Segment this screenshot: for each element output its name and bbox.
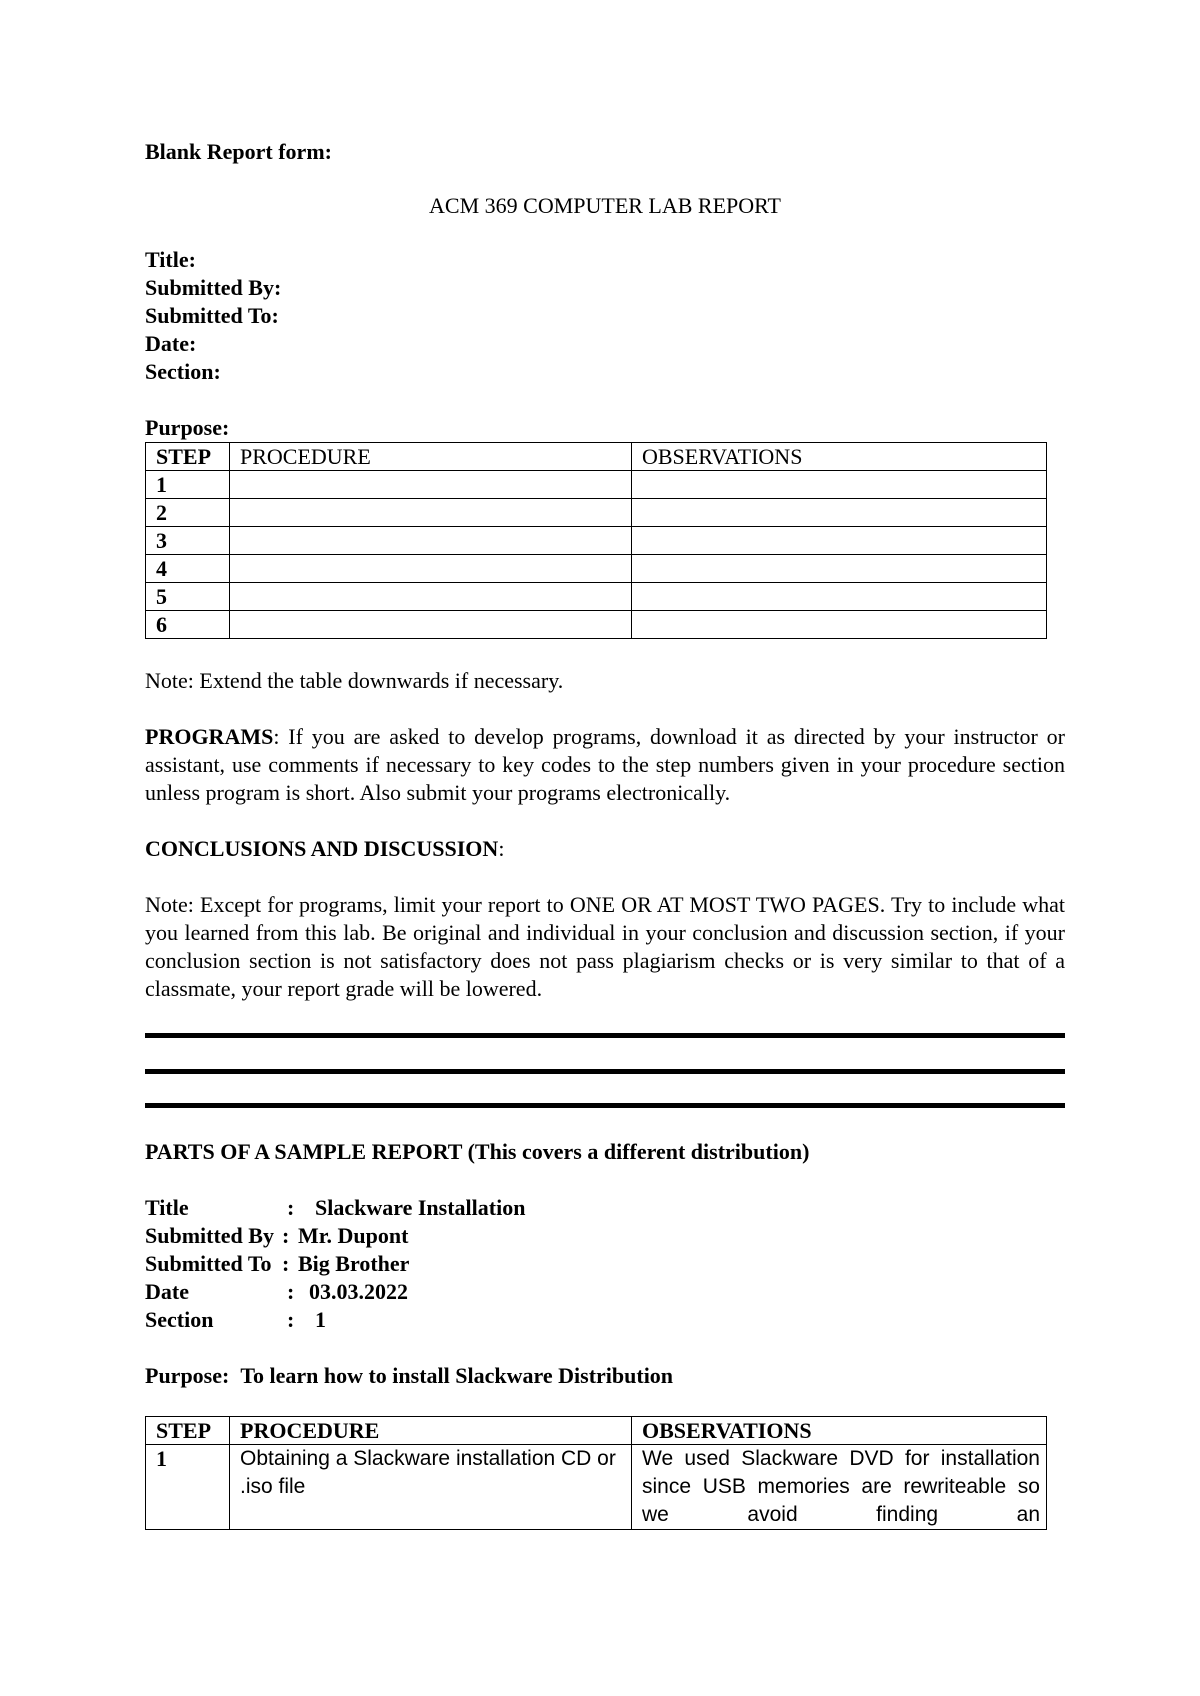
sample-heading: PARTS OF A SAMPLE REPORT (This covers a different distribution) xyxy=(145,1139,810,1164)
programs-paragraph xyxy=(145,723,1065,807)
sample-field-label: Title xyxy=(145,1195,189,1220)
observations-cell xyxy=(632,611,1047,639)
table-header-row xyxy=(146,1417,1047,1445)
field-submitted-to-label: Submitted To: xyxy=(145,303,279,328)
sample-field-label: Date xyxy=(145,1279,189,1304)
sample-field-sep: : xyxy=(282,1223,290,1248)
sample-field-label: Submitted By xyxy=(145,1223,274,1248)
sample-field-section xyxy=(145,1306,1065,1334)
sample-field-label: Section xyxy=(145,1307,214,1332)
conclusions-heading xyxy=(145,835,1065,863)
sample-field-sep: : xyxy=(287,1279,295,1304)
observations-cell xyxy=(632,555,1047,583)
procedure-cell xyxy=(230,471,632,499)
table-row xyxy=(146,1445,1047,1530)
field-section-label: Section: xyxy=(145,359,221,384)
observations-cell xyxy=(632,499,1047,527)
table-row xyxy=(146,471,1047,499)
sample-field-value: Slackware Installation xyxy=(315,1195,526,1220)
header-observations: OBSERVATIONS xyxy=(632,1417,1047,1445)
form-heading: Blank Report form: xyxy=(145,139,332,164)
header-step: STEP xyxy=(146,443,230,471)
procedure-cell xyxy=(230,527,632,555)
header-procedure: PROCEDURE xyxy=(230,443,632,471)
step-number: 2 xyxy=(146,499,230,527)
table-row xyxy=(146,555,1047,583)
conclusions-colon: : xyxy=(498,836,505,861)
sample-field-submitted-to xyxy=(145,1250,1065,1278)
procedure-cell xyxy=(230,499,632,527)
sample-field-value: Big Brother xyxy=(298,1251,410,1276)
conclusions-label: CONCLUSIONS AND DISCUSSION xyxy=(145,836,499,861)
procedure-cell: Obtaining a Slackware installation CD or .iso file xyxy=(230,1445,632,1530)
blank-field-list xyxy=(145,246,1065,386)
note-extend-table: Note: Extend the table downwards if necessary. xyxy=(145,668,564,693)
step-number: 1 xyxy=(146,471,230,499)
programs-text: : If you are asked to develop programs, download it as directed by your instructor or assistant, use comments if necessary to key codes to the step numbers given in your procedure section unless program is short. Also submit your programs electronically. xyxy=(145,724,1065,805)
procedure-cell xyxy=(230,555,632,583)
step-number: 3 xyxy=(146,527,230,555)
table-row xyxy=(146,583,1047,611)
header-observations: OBSERVATIONS xyxy=(632,443,1047,471)
sample-field-value: 03.03.2022 xyxy=(309,1279,408,1304)
observations-cell xyxy=(632,471,1047,499)
table-row xyxy=(146,611,1047,639)
procedure-cell xyxy=(230,611,632,639)
purpose-label: Purpose: xyxy=(145,415,230,440)
table-row xyxy=(146,527,1047,555)
sample-field-title xyxy=(145,1194,1065,1222)
sample-field-sep: : xyxy=(287,1307,295,1332)
sample-purpose-value: To learn how to install Slackware Distribution xyxy=(240,1363,674,1388)
table-header-row xyxy=(146,443,1047,471)
sample-field-label: Submitted To xyxy=(145,1251,272,1276)
blank-step-table xyxy=(145,442,1047,639)
document-page xyxy=(145,138,1065,1530)
field-title-label: Title: xyxy=(145,247,196,272)
sample-field-list xyxy=(145,1194,1065,1334)
field-date-label: Date: xyxy=(145,331,197,356)
header-procedure: PROCEDURE xyxy=(230,1417,632,1445)
field-submitted-by-label: Submitted By: xyxy=(145,275,282,300)
header-step: STEP xyxy=(146,1417,230,1445)
sample-field-sep: : xyxy=(282,1251,290,1276)
step-number: 1 xyxy=(146,1445,230,1530)
step-number: 6 xyxy=(146,611,230,639)
table-row xyxy=(146,499,1047,527)
sample-field-value: 1 xyxy=(315,1307,326,1332)
note-limit-paragraph: Note: Except for programs, limit your report to ONE OR AT MOST TWO PAGES. Try to include what you learned from this lab. Be original and individual in your conclusion and discussion section, if your conclusion section is not satisfactory does not pass plagiarism checks or is very similar to that of a classmate, your report grade will be lowered. xyxy=(145,892,1065,1001)
observations-text: We used Slackware DVD for installation since USB memories are rewriteable so we avoid finding an xyxy=(642,1447,1040,1526)
sample-field-submitted-by xyxy=(145,1222,1065,1250)
step-number: 4 xyxy=(146,555,230,583)
programs-label: PROGRAMS xyxy=(145,724,274,749)
sample-field-sep: : xyxy=(287,1195,295,1220)
sample-field-date xyxy=(145,1278,1065,1306)
step-number: 5 xyxy=(146,583,230,611)
observations-cell xyxy=(632,527,1047,555)
procedure-cell xyxy=(230,583,632,611)
observations-cell xyxy=(632,583,1047,611)
report-title: ACM 369 COMPUTER LAB REPORT xyxy=(429,193,781,218)
sample-field-value: Mr. Dupont xyxy=(298,1223,409,1248)
observations-cell xyxy=(632,1445,1047,1530)
sample-step-table xyxy=(145,1416,1047,1530)
sample-purpose xyxy=(145,1362,1065,1390)
sample-purpose-label: Purpose: xyxy=(145,1363,230,1388)
